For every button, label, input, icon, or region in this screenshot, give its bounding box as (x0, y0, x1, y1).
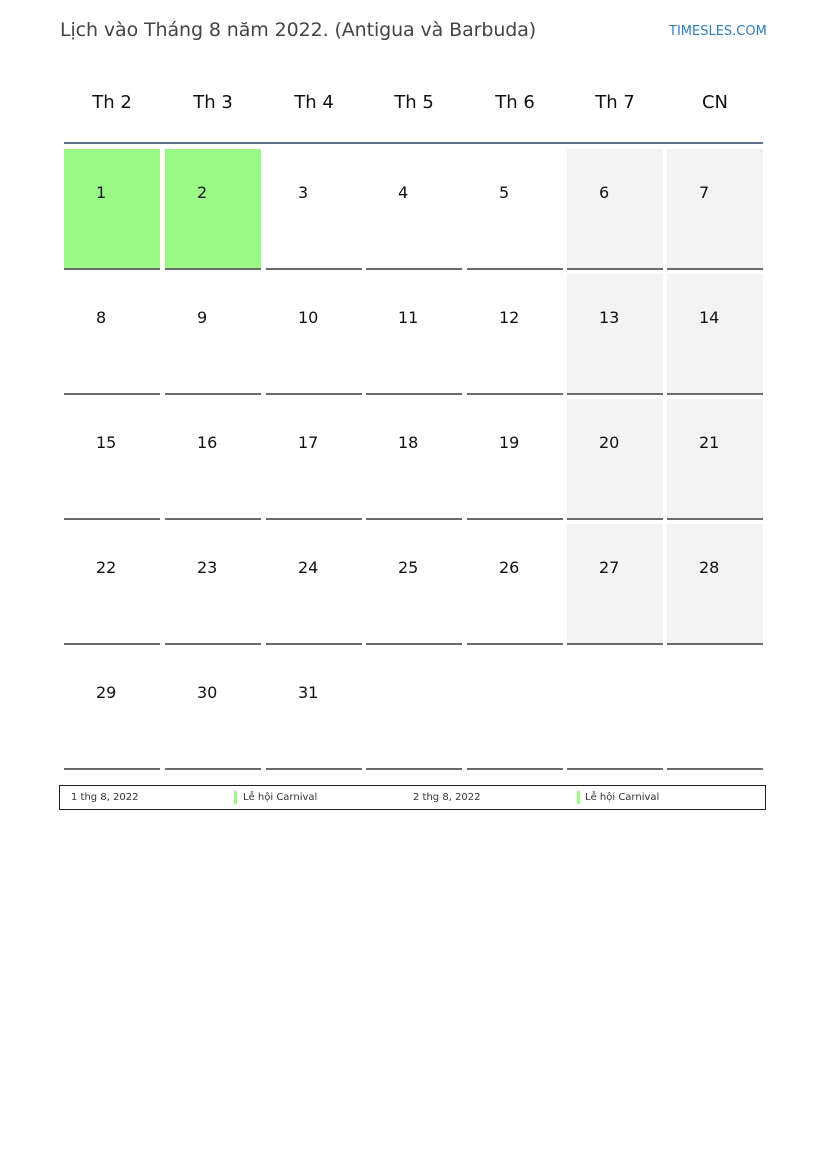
day-cell[interactable] (165, 399, 261, 520)
day-number: 21 (699, 433, 720, 452)
day-cell[interactable] (366, 399, 462, 520)
brand-link[interactable]: TIMESLES.COM (669, 24, 767, 39)
day-number: 5 (499, 183, 510, 202)
legend-holiday-name: Lễ hội Carnival (243, 792, 318, 803)
calendar-grid (64, 149, 763, 771)
day-cell[interactable] (266, 649, 362, 770)
header-divider (64, 142, 763, 144)
day-number: 14 (699, 308, 720, 327)
day-cell[interactable] (266, 399, 362, 520)
day-cell[interactable] (266, 149, 362, 270)
day-cell[interactable] (64, 399, 160, 520)
day-number: 20 (599, 433, 620, 452)
day-cell[interactable] (567, 149, 663, 270)
day-cell[interactable] (667, 399, 763, 520)
day-cell[interactable] (366, 524, 462, 645)
day-number: 29 (96, 683, 117, 702)
day-number: 18 (398, 433, 419, 452)
weekday-sun: CN (701, 92, 729, 113)
empty-day-cell (467, 649, 563, 770)
legend-holiday-marker (577, 791, 580, 804)
empty-day-cell (567, 649, 663, 770)
day-cell[interactable] (266, 274, 362, 395)
legend-date: 2 thg 8, 2022 (413, 792, 481, 803)
day-cell[interactable] (165, 524, 261, 645)
day-cell[interactable] (467, 524, 563, 645)
day-cell[interactable] (64, 524, 160, 645)
day-number: 28 (699, 558, 720, 577)
legend-holiday-name: Lễ hội Carnival (585, 792, 660, 803)
weekday-header (64, 78, 763, 130)
empty-day-cell (366, 649, 462, 770)
day-number: 8 (96, 308, 107, 327)
day-cell[interactable] (165, 149, 261, 270)
day-cell[interactable] (667, 524, 763, 645)
day-cell[interactable] (567, 524, 663, 645)
day-number: 22 (96, 558, 117, 577)
day-number: 12 (499, 308, 520, 327)
weekday-wed: Th 4 (294, 92, 334, 113)
day-number: 6 (599, 183, 610, 202)
legend-holiday-marker (234, 791, 237, 804)
weekday-mon: Th 2 (92, 92, 132, 113)
day-number: 16 (197, 433, 218, 452)
day-number: 9 (197, 308, 208, 327)
day-number: 4 (398, 183, 409, 202)
day-number: 13 (599, 308, 620, 327)
day-cell[interactable] (567, 274, 663, 395)
day-number: 26 (499, 558, 520, 577)
page-title: Lịch vào Tháng 8 năm 2022. (Antigua và Barbuda) (60, 19, 537, 41)
day-number: 19 (499, 433, 520, 452)
weekday-sat: Th 7 (595, 92, 635, 113)
day-cell[interactable] (266, 524, 362, 645)
day-number: 30 (197, 683, 218, 702)
day-number: 7 (699, 183, 710, 202)
day-number: 2 (197, 183, 208, 202)
day-cell[interactable] (467, 274, 563, 395)
day-cell[interactable] (165, 649, 261, 770)
day-number: 31 (298, 683, 319, 702)
weekday-tue: Th 3 (193, 92, 233, 113)
day-number: 25 (398, 558, 419, 577)
day-number: 24 (298, 558, 319, 577)
day-cell[interactable] (667, 149, 763, 270)
day-number: 17 (298, 433, 319, 452)
day-cell[interactable] (366, 149, 462, 270)
day-cell[interactable] (567, 399, 663, 520)
weekday-thu: Th 5 (394, 92, 434, 113)
empty-day-cell (667, 649, 763, 770)
day-cell[interactable] (64, 149, 160, 270)
day-cell[interactable] (366, 274, 462, 395)
day-cell[interactable] (667, 274, 763, 395)
day-number: 27 (599, 558, 620, 577)
day-number: 1 (96, 183, 107, 202)
day-cell[interactable] (165, 274, 261, 395)
day-cell[interactable] (64, 649, 160, 770)
weekday-fri: Th 6 (495, 92, 535, 113)
day-number: 11 (398, 308, 419, 327)
day-number: 3 (298, 183, 309, 202)
day-cell[interactable] (467, 399, 563, 520)
day-number: 15 (96, 433, 117, 452)
day-cell[interactable] (467, 149, 563, 270)
legend-date: 1 thg 8, 2022 (71, 792, 139, 803)
holiday-legend (59, 785, 766, 810)
day-number: 23 (197, 558, 218, 577)
day-cell[interactable] (64, 274, 160, 395)
day-number: 10 (298, 308, 319, 327)
